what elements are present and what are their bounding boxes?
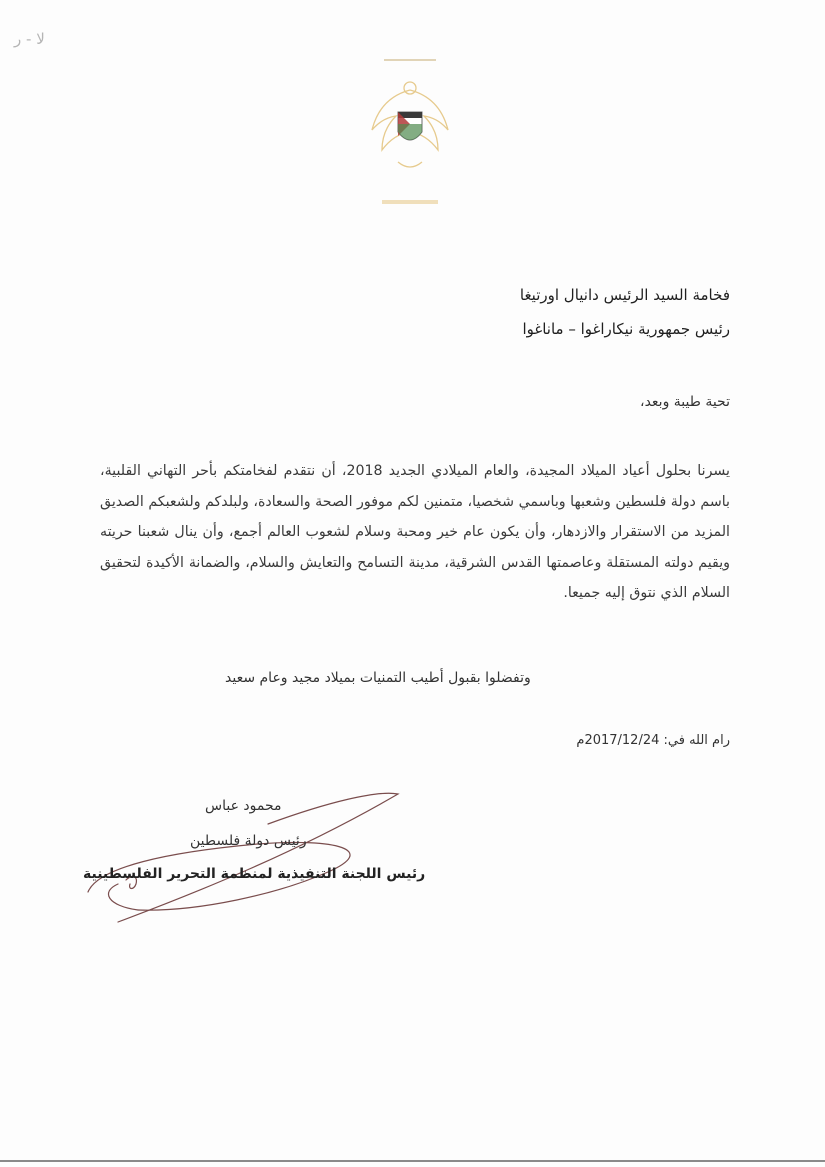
- scan-bottom-edge: [0, 1160, 825, 1162]
- recipient-name: فخامة السيد الرئيس دانيال اورتيغا: [519, 286, 730, 304]
- signatory-title-plo: رئيس اللجنة التنفيذية لمنظمة التحرير الفلسطينية: [83, 866, 426, 882]
- closing-line: وتفضلوا بقبول أطيب التمنيات بميلاد مجيد وعام سعيد: [225, 670, 531, 686]
- corner-scribble: ﻻ - ﺭ: [14, 30, 45, 48]
- letter-body: يسرنا بحلول أعياد الميلاد المجيدة، والعام الميلادي الجديد 2018، أن نتقدم لفخامتكم بأحر التهاني القلبية، باسم دولة فلسطين وشعبها وباسمي شخصيا، متمنين لكم موفور الصحة والسعادة، ولبلدكم ولشعبكم الصديق المزيد من الاستقرار والازدهار، وأن يكون عام خير ومحبة وسلام لشعوب العالم أجمع، وأن ينال شعبنا حريته ويقيم دولته المستقلة وعاصمتها القدس الشرقية، مدينة التسامح والتعايش والسلام، والضمانة الأكيدة لتحقيق السلام الذي نتوق إليه جميعا.: [100, 463, 730, 601]
- greeting: تحية طيبة وبعد،: [640, 394, 730, 410]
- signatory-title-president: رئيس دولة فلسطين: [190, 833, 307, 849]
- recipient-title: رئيس جمهورية نيكاراغوا – ماناغوا: [522, 320, 730, 338]
- palestine-emblem-icon: [362, 50, 458, 220]
- letter-date: رام الله في: 2017/12/24م: [576, 733, 730, 748]
- signatory-name: محمود عباس: [205, 798, 282, 814]
- handwritten-signature-icon: [78, 772, 418, 932]
